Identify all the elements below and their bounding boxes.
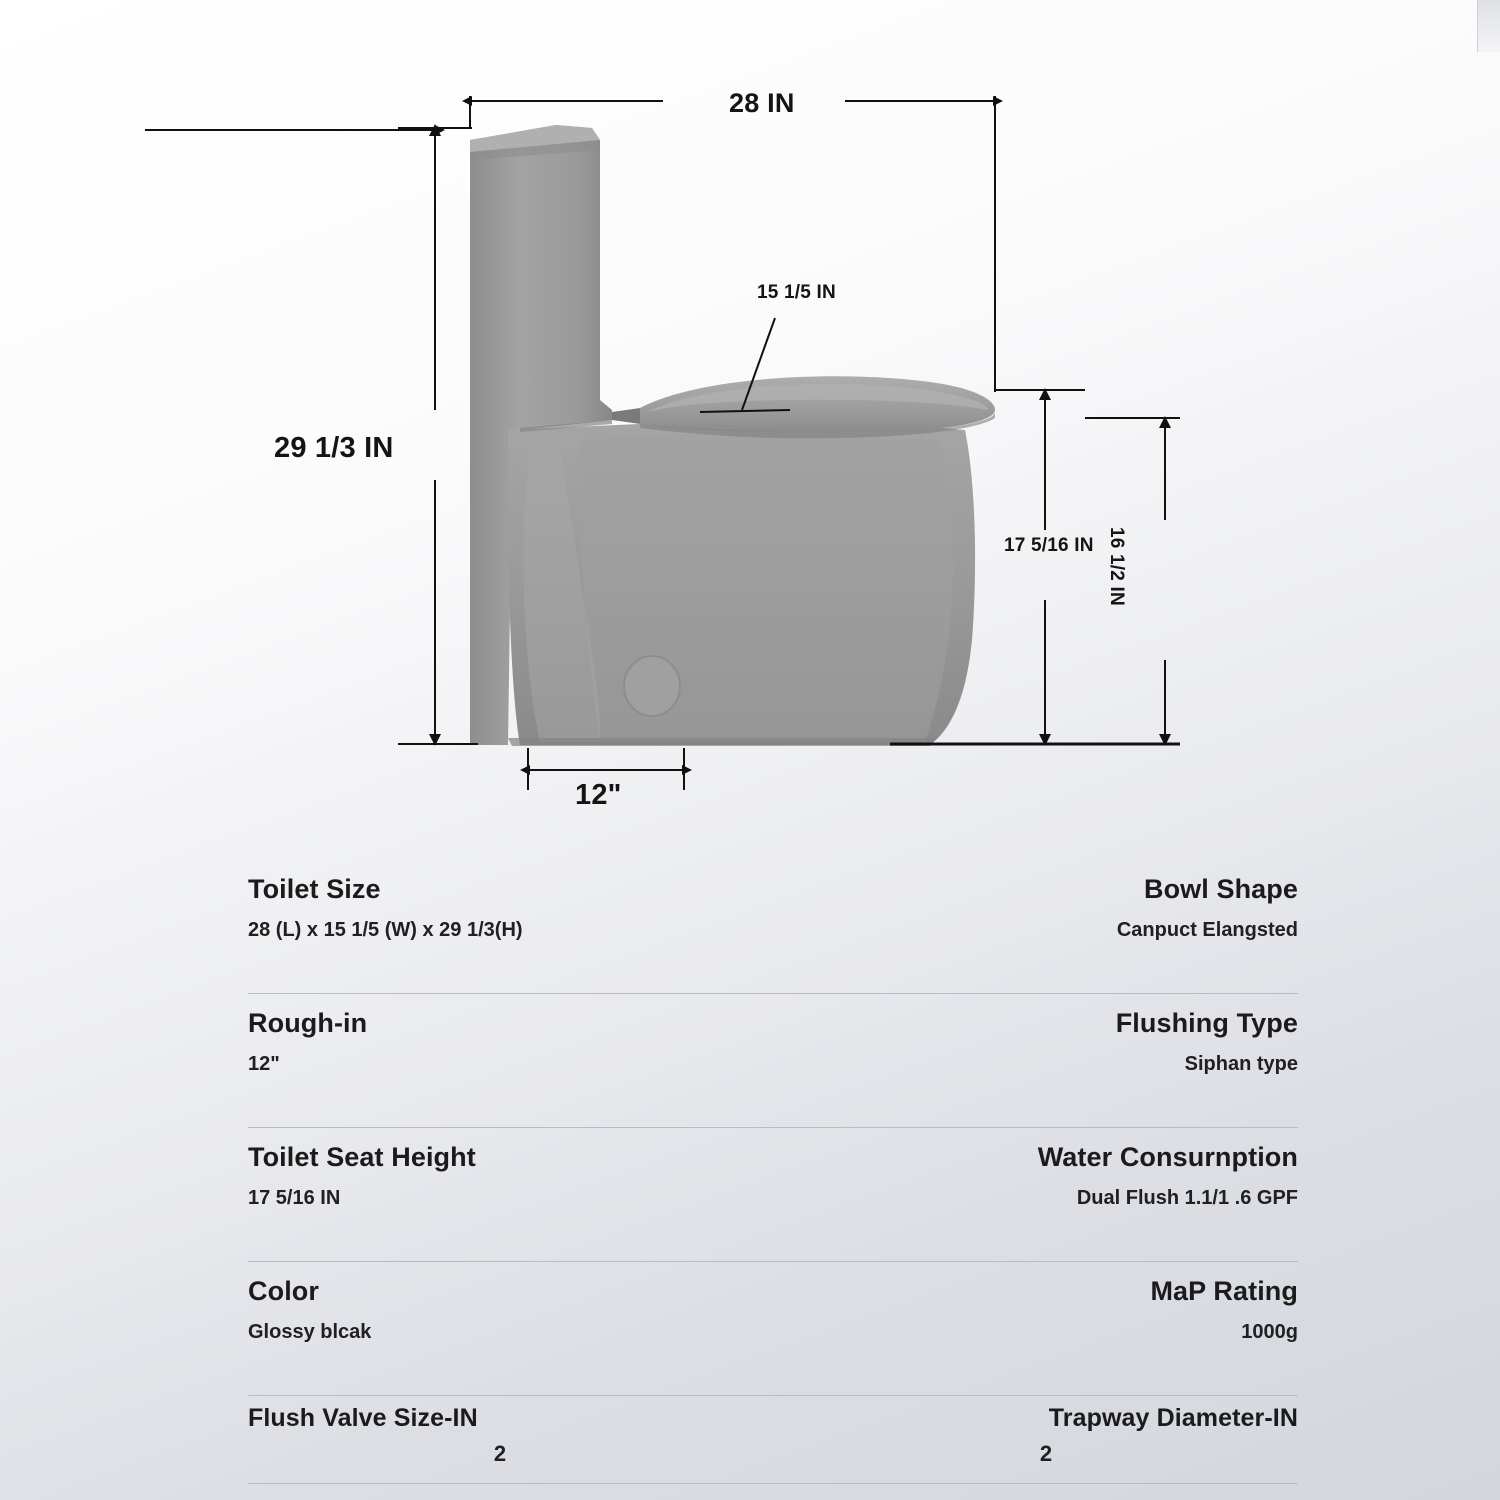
spec-title: MaP Rating (1150, 1276, 1298, 1306)
spec-title: Bowl Shape (1143, 874, 1298, 904)
dimension-label-bowl-height: 16 1/2 IN (1106, 527, 1127, 606)
spec-cell-flush-valve-size (248, 1396, 752, 1467)
spec-title: Toilet Size (248, 874, 381, 904)
spec-value: 2 (1039, 1441, 1053, 1466)
spec-title: Rough-in (248, 1008, 368, 1038)
table-row (248, 1128, 1298, 1262)
dimension-label-seat-width: 15 1/5 IN (757, 282, 836, 303)
spec-title: Flush Valve Size-IN (248, 1404, 478, 1432)
dimension-label-rough-in: 12" (575, 779, 622, 811)
spec-cell-bowl-shape (794, 860, 1298, 942)
spec-cell-seat-height (248, 1128, 752, 1210)
spec-value: Canpuct Elangsted (1116, 919, 1298, 941)
table-row (248, 1396, 1298, 1484)
spec-value: 28 (L) x 15 1/5 (W) x 29 1/3(H) (248, 919, 523, 941)
toilet-illustration (470, 125, 995, 746)
spec-value: Glossy blcak (248, 1321, 372, 1343)
spec-cell-trapway-diameter (794, 1396, 1298, 1467)
spec-title: Toilet Seat Height (248, 1142, 476, 1172)
spec-cell-water-consumption (794, 1128, 1298, 1210)
spec-title: Flushing Type (1115, 1008, 1298, 1038)
table-row (248, 1262, 1298, 1396)
spec-value: Siphan type (1184, 1053, 1298, 1075)
spec-value: Dual Flush 1.1/1 .6 GPF (1076, 1187, 1298, 1209)
table-row (248, 860, 1298, 994)
spec-title: Water Consurnption (1037, 1142, 1298, 1172)
spec-cell-toilet-size (248, 860, 752, 942)
dimension-label-seat-height: 17 5/16 IN (1004, 535, 1094, 556)
spec-value: 2 (493, 1441, 507, 1466)
spec-title: Trapway Diameter-IN (1048, 1404, 1298, 1432)
dimension-label-total-width: 28 IN (729, 88, 795, 118)
dimension-label-total-height: 29 1/3 IN (274, 432, 394, 464)
spec-cell-color (248, 1262, 752, 1344)
table-row (248, 994, 1298, 1128)
spec-value: 17 5/16 IN (248, 1187, 341, 1209)
spec-cell-map-rating (794, 1262, 1298, 1344)
spec-title: Color (248, 1276, 319, 1306)
spec-value: 12" (248, 1053, 280, 1075)
spec-value: 1000g (1241, 1321, 1298, 1343)
spec-cell-flushing-type (794, 994, 1298, 1076)
spec-cell-rough-in (248, 994, 752, 1076)
specification-table (248, 860, 1298, 1484)
